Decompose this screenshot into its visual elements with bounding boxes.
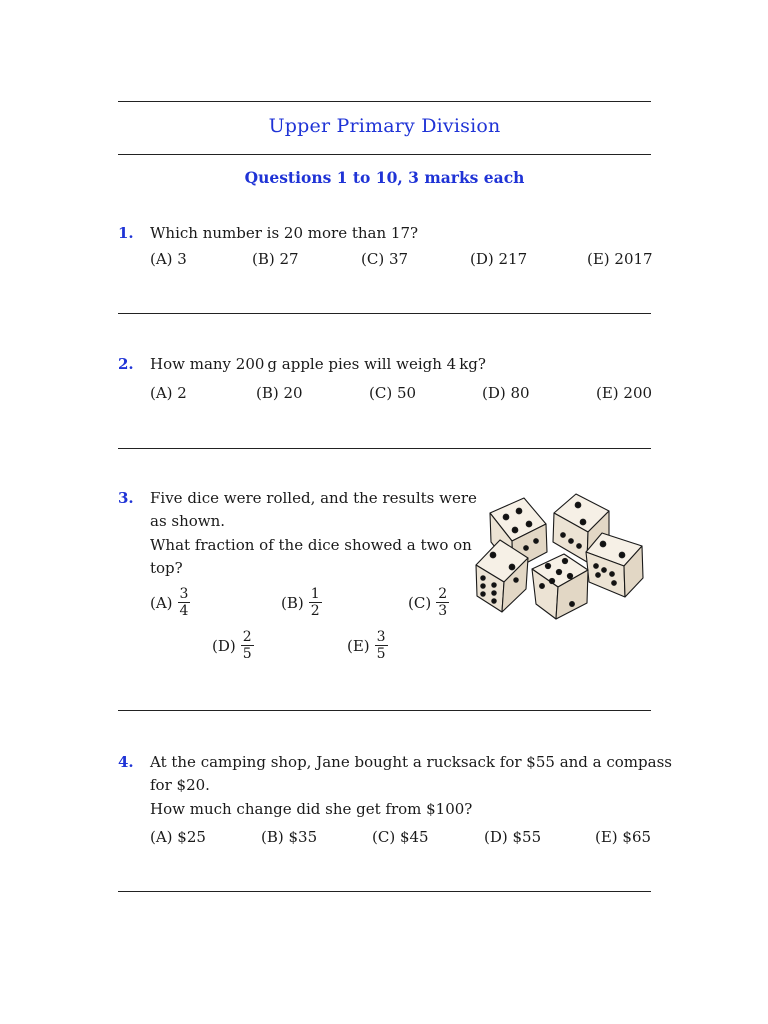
question-divider [118, 710, 651, 711]
option-c[interactable]: (C) $45 [372, 828, 429, 846]
option-d[interactable] [212, 629, 254, 662]
option-d[interactable]: (D) 80 [482, 384, 530, 402]
question-divider [118, 448, 651, 449]
top-rule [118, 101, 651, 102]
option-b[interactable]: (B) 27 [252, 250, 299, 268]
question-text-line: What fraction of the dice showed a two on [150, 536, 472, 554]
question-text: How many 200 g apple pies will weigh 4 kg? [150, 355, 486, 373]
numerator: 1 [310, 586, 320, 602]
section-subtitle: Questions 1 to 10, 3 marks each [244, 168, 525, 187]
question-text-line: top? [150, 559, 183, 577]
option-e[interactable] [347, 629, 388, 662]
option-label: (C) [408, 593, 432, 612]
fraction [375, 629, 388, 662]
option-label: (B) [281, 593, 304, 612]
die-two-right [586, 533, 643, 597]
denominator: 5 [242, 646, 252, 662]
die-five [532, 554, 588, 619]
question-number: 3. [118, 489, 134, 507]
option-e[interactable]: (E) 200 [596, 384, 653, 402]
option-label: (D) [212, 636, 236, 655]
question-text-line: as shown. [150, 512, 226, 530]
numerator: 3 [179, 586, 189, 602]
fraction [309, 586, 322, 619]
option-label: (A) [150, 593, 173, 612]
option-e[interactable]: (E) $65 [595, 828, 652, 846]
option-label: (E) [347, 636, 370, 655]
option-a[interactable]: (A) 2 [150, 384, 187, 402]
denominator: 5 [376, 646, 386, 662]
numerator: 3 [376, 629, 386, 645]
denominator: 4 [179, 603, 189, 619]
numerator: 2 [242, 629, 252, 645]
option-c[interactable]: (C) 50 [369, 384, 417, 402]
question-number: 1. [118, 224, 134, 242]
numerator: 2 [438, 586, 448, 602]
dice-illustration [468, 486, 648, 626]
fraction [178, 586, 191, 619]
fraction [436, 586, 449, 619]
option-b[interactable]: (B) $35 [261, 828, 318, 846]
title-rule [118, 154, 651, 155]
option-b[interactable]: (B) 20 [256, 384, 303, 402]
option-b[interactable] [281, 586, 322, 619]
question-text-line: for $20. [150, 776, 210, 794]
option-c[interactable] [408, 586, 449, 619]
option-d[interactable]: (D) 217 [470, 250, 528, 268]
denominator: 3 [438, 603, 448, 619]
page-title: Upper Primary Division [268, 115, 501, 137]
question-number: 2. [118, 355, 134, 373]
question-text-line: Five dice were rolled, and the results were [150, 489, 477, 507]
question-text: Which number is 20 more than 17? [150, 224, 419, 242]
denominator: 2 [310, 603, 320, 619]
fraction [241, 629, 254, 662]
question-divider [118, 891, 651, 892]
question-number: 4. [118, 753, 134, 771]
question-text-line: At the camping shop, Jane bought a rucksack for $55 and a compass [150, 753, 672, 771]
option-c[interactable]: (C) 37 [361, 250, 409, 268]
question-text-line: How much change did she get from $100? [150, 800, 473, 818]
question-divider [118, 313, 651, 314]
option-a[interactable] [150, 586, 190, 619]
option-e[interactable]: (E) 2017 [587, 250, 653, 268]
option-a[interactable]: (A) $25 [150, 828, 206, 846]
option-a[interactable]: (A) 3 [150, 250, 187, 268]
option-d[interactable]: (D) $55 [484, 828, 542, 846]
